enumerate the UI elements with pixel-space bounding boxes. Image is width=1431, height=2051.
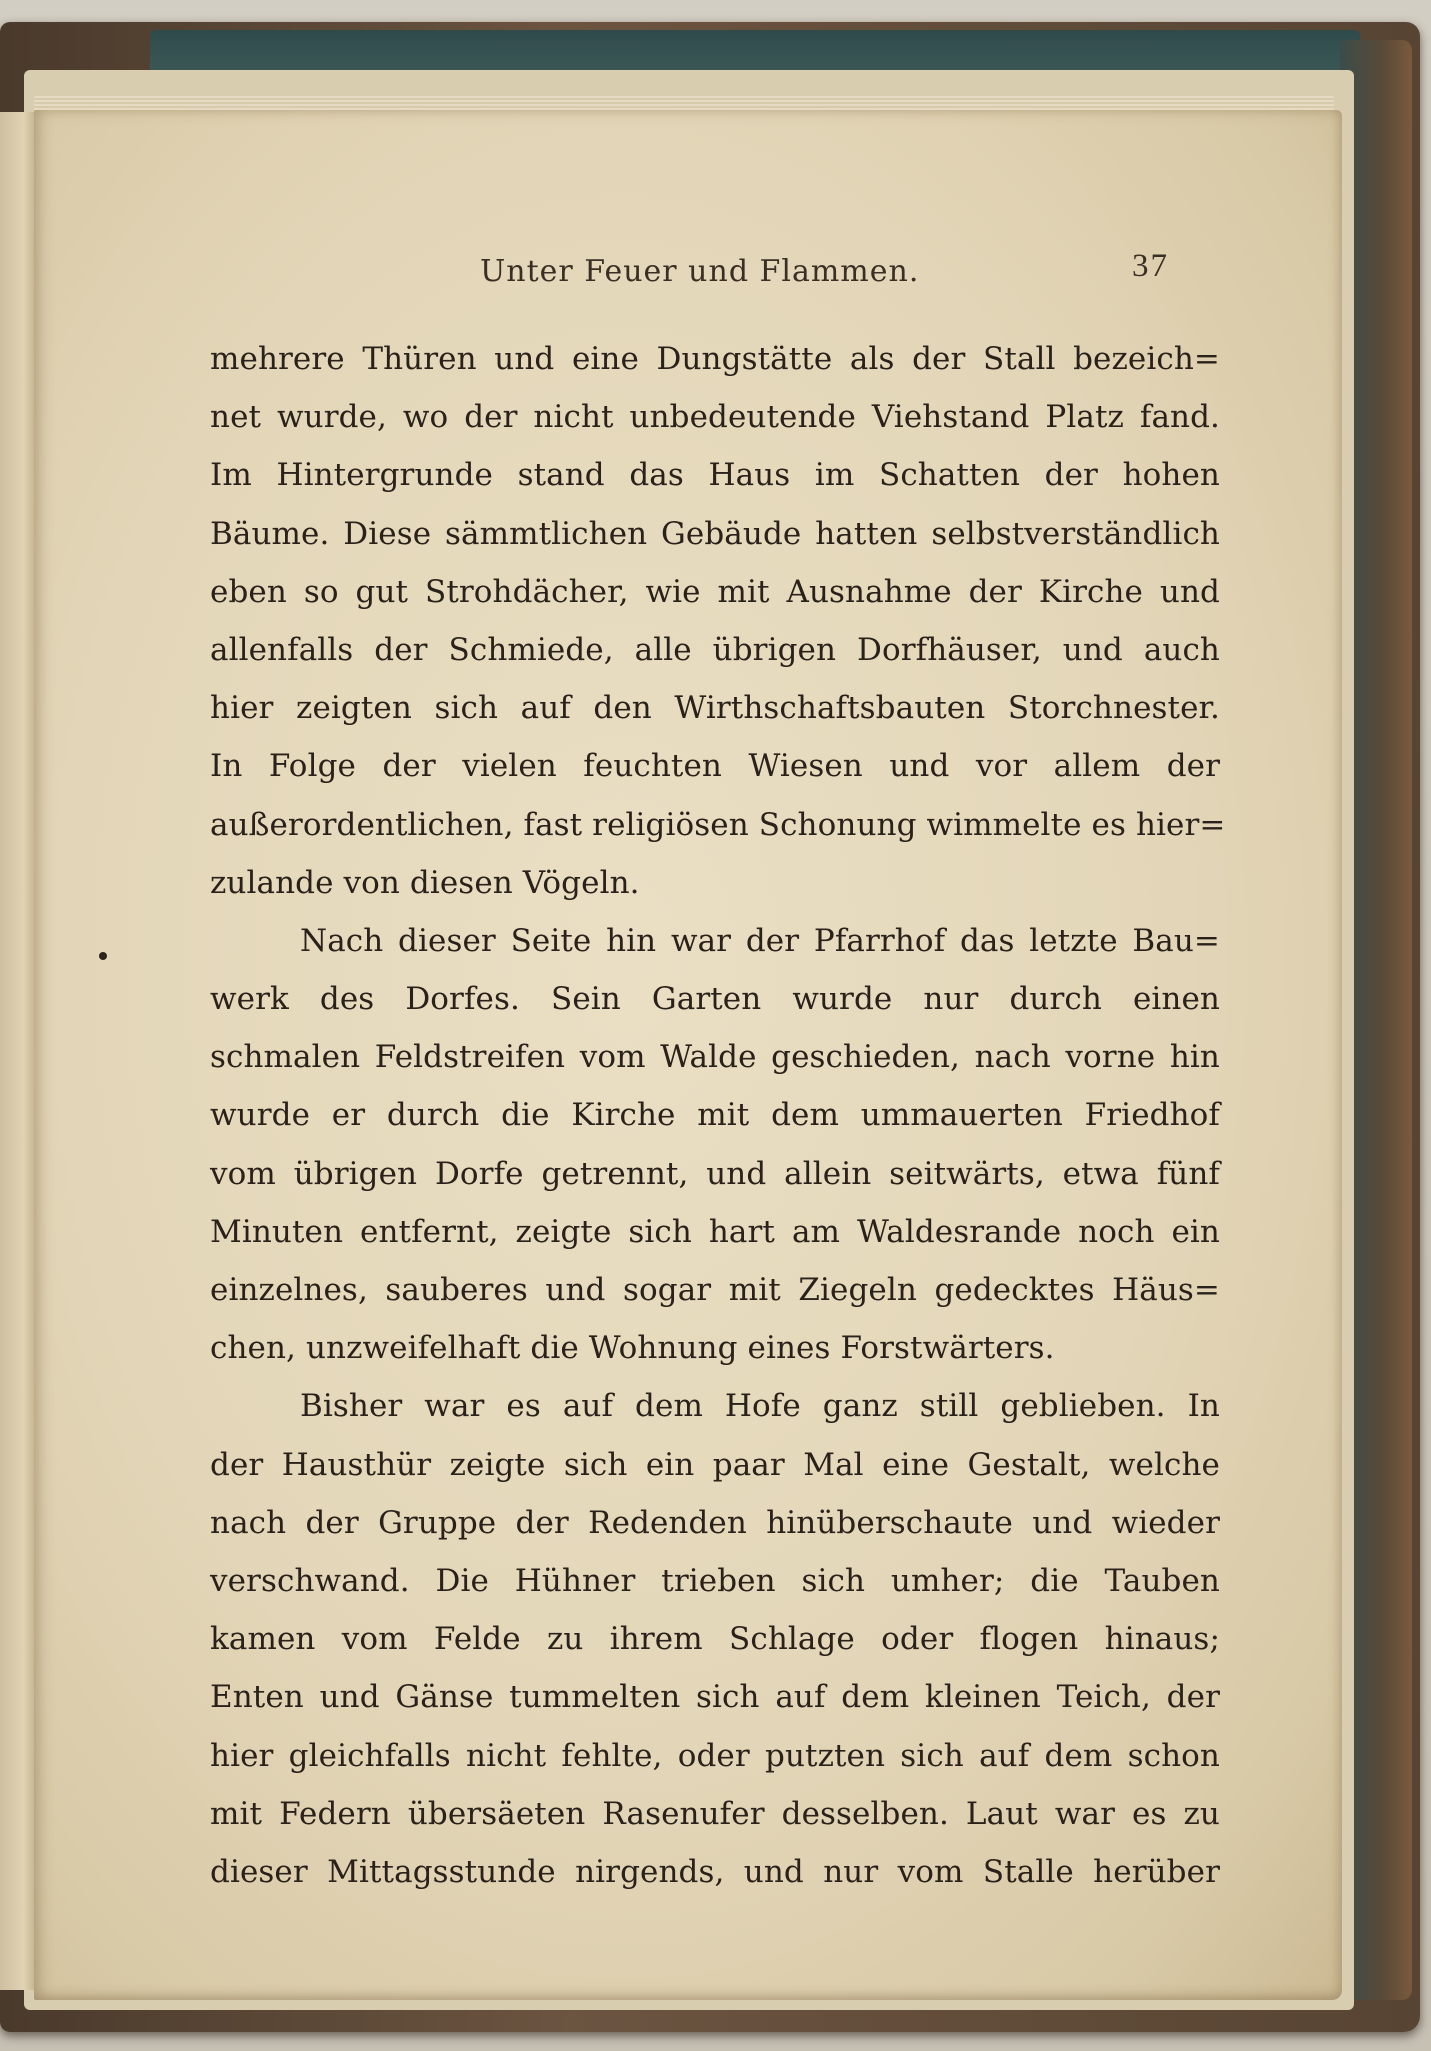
running-title: Unter Feuer und Flammen. <box>480 254 920 289</box>
text-line: allenfalls der Schmiede, alle übrigen Dorfhäuser, und auch <box>210 631 1220 668</box>
text-line: net wurde, wo der nicht unbedeutende Viehstand Platz fand. <box>210 399 1220 436</box>
text-line: Im Hintergrunde stand das Haus im Schatten der hohen <box>210 457 1220 494</box>
text-line: chen, unzweifelhaft die Wohnung eines Forstwärters. <box>210 1330 1055 1367</box>
page-speck <box>99 952 107 960</box>
page-number: 37 <box>1132 248 1169 284</box>
text-line: Nach dieser Seite hin war der Pfarrhof das letzte Bau= <box>300 922 1220 959</box>
body-text <box>210 330 1226 1901</box>
text-line: dieser Mittagsstunde nirgends, und nur vom Stalle herüber <box>210 1853 1220 1890</box>
text-line: In Folge der vielen feuchten Wiesen und vor allem der <box>210 748 1220 785</box>
text-line: vom übrigen Dorfe getrennt, und allein seitwärts, etwa fünf <box>210 1155 1220 1192</box>
text-line: kamen vom Felde zu ihrem Schlage oder flogen hinaus; <box>210 1621 1220 1658</box>
text-line: einzelnes, sauberes und sogar mit Ziegeln gedecktes Häus= <box>210 1272 1220 1308</box>
text-line: Enten und Gänse tummelten sich auf dem kleinen Teich, der <box>210 1679 1220 1716</box>
text-line: hier gleichfalls nicht fehlte, oder putzten sich auf dem schon <box>210 1737 1220 1774</box>
text-line: Bisher war es auf dem Hofe ganz still geblieben. In <box>300 1388 1220 1425</box>
text-line: werk des Dorfes. Sein Garten wurde nur durch einen <box>210 981 1220 1018</box>
text-line: Bäume. Diese sämmtlichen Gebäude hatten selbstverständlich <box>210 515 1220 552</box>
left-page-edge <box>0 112 36 1990</box>
text-line: schmalen Feldstreifen vom Walde geschieden, nach vorne hin <box>210 1039 1220 1076</box>
text-line: der Hausthür zeigte sich ein paar Mal eine Gestalt, welche <box>210 1446 1220 1483</box>
text-line: Minuten entfernt, zeigte sich hart am Waldesrande noch ein <box>210 1213 1220 1250</box>
text-line: wurde er durch die Kirche mit dem ummauerten Friedhof <box>210 1097 1220 1134</box>
text-line: mit Federn übersäeten Rasenufer desselben. Laut war es zu <box>210 1795 1220 1832</box>
text-line: mehrere Thüren und eine Dungstätte als der Stall bezeich= <box>210 341 1220 377</box>
text-line: hier zeigten sich auf den Wirthschaftsbauten Storchnester. <box>210 690 1220 727</box>
text-line: nach der Gruppe der Redenden hinüberschaute und wieder <box>210 1504 1220 1541</box>
page-header <box>34 240 1342 300</box>
text-line: eben so gut Strohdächer, wie mit Ausnahme der Kirche und <box>210 573 1220 610</box>
text-line: außerordentlichen, fast religiösen Schonung wimmelte es hier= <box>210 806 1226 843</box>
text-line: zulande von diesen Vögeln. <box>210 864 640 901</box>
text-line: verschwand. Die Hühner trieben sich umher; die Tauben <box>210 1562 1220 1599</box>
